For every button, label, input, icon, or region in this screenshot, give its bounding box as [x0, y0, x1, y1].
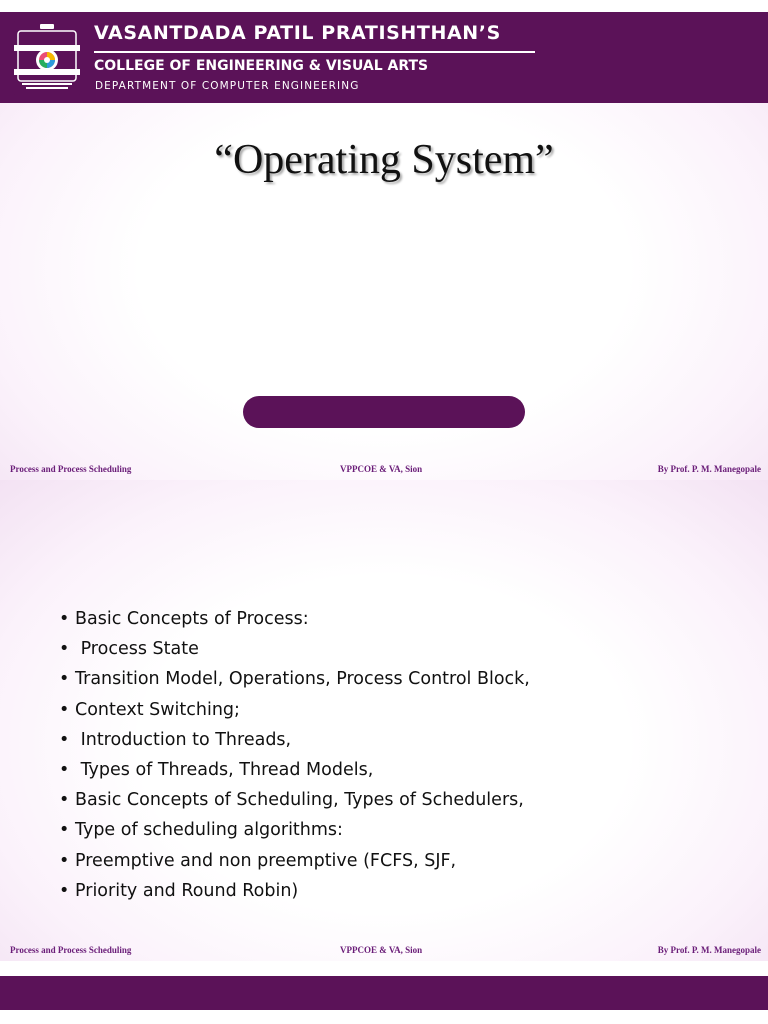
- list-item: • Preemptive and non preemptive (FCFS, SJF,: [59, 850, 457, 871]
- title-slide: [0, 12, 768, 480]
- college-name: VASANTDADA PATIL PRATISHTHAN’S: [94, 22, 501, 44]
- college-subtitle: COLLEGE OF ENGINEERING & VISUAL ARTS: [94, 58, 429, 74]
- next-slide-header-band: [0, 976, 768, 1010]
- list-item: • Process State: [59, 639, 199, 660]
- college-crest-icon: [12, 21, 82, 95]
- list-item: • Types of Threads, Thread Models,: [59, 759, 374, 780]
- list-item: • Priority and Round Robin): [59, 880, 299, 901]
- content-slide: [0, 480, 768, 961]
- footer-topic: Process and Process Scheduling: [10, 464, 132, 474]
- header-divider: [94, 51, 535, 53]
- list-item: • Transition Model, Operations, Process Control Block,: [59, 669, 530, 690]
- list-item: • Type of scheduling algorithms:: [59, 820, 343, 841]
- footer-author: By Prof. P. M. Manegopale: [657, 945, 761, 955]
- topic-list: [59, 604, 530, 906]
- footer-institution: VPPCOE & VA, Sion: [340, 945, 423, 955]
- slide-footer: [0, 464, 768, 478]
- footer-author: By Prof. P. M. Manegopale: [657, 464, 761, 474]
- slide-title: “Operating System”: [214, 137, 554, 183]
- list-item: • Introduction to Threads,: [59, 729, 292, 750]
- decorative-pill-bar: [243, 396, 525, 428]
- header-band: [0, 12, 768, 103]
- slide-footer: [0, 945, 768, 959]
- department-name: DEPARTMENT OF COMPUTER ENGINEERING: [95, 80, 360, 92]
- list-item: • Context Switching;: [59, 699, 240, 720]
- footer-institution: VPPCOE & VA, Sion: [340, 464, 423, 474]
- list-item: • Basic Concepts of Process:: [59, 609, 309, 629]
- list-item: • Basic Concepts of Scheduling, Types of Schedulers,: [59, 790, 524, 811]
- footer-topic: Process and Process Scheduling: [10, 945, 132, 955]
